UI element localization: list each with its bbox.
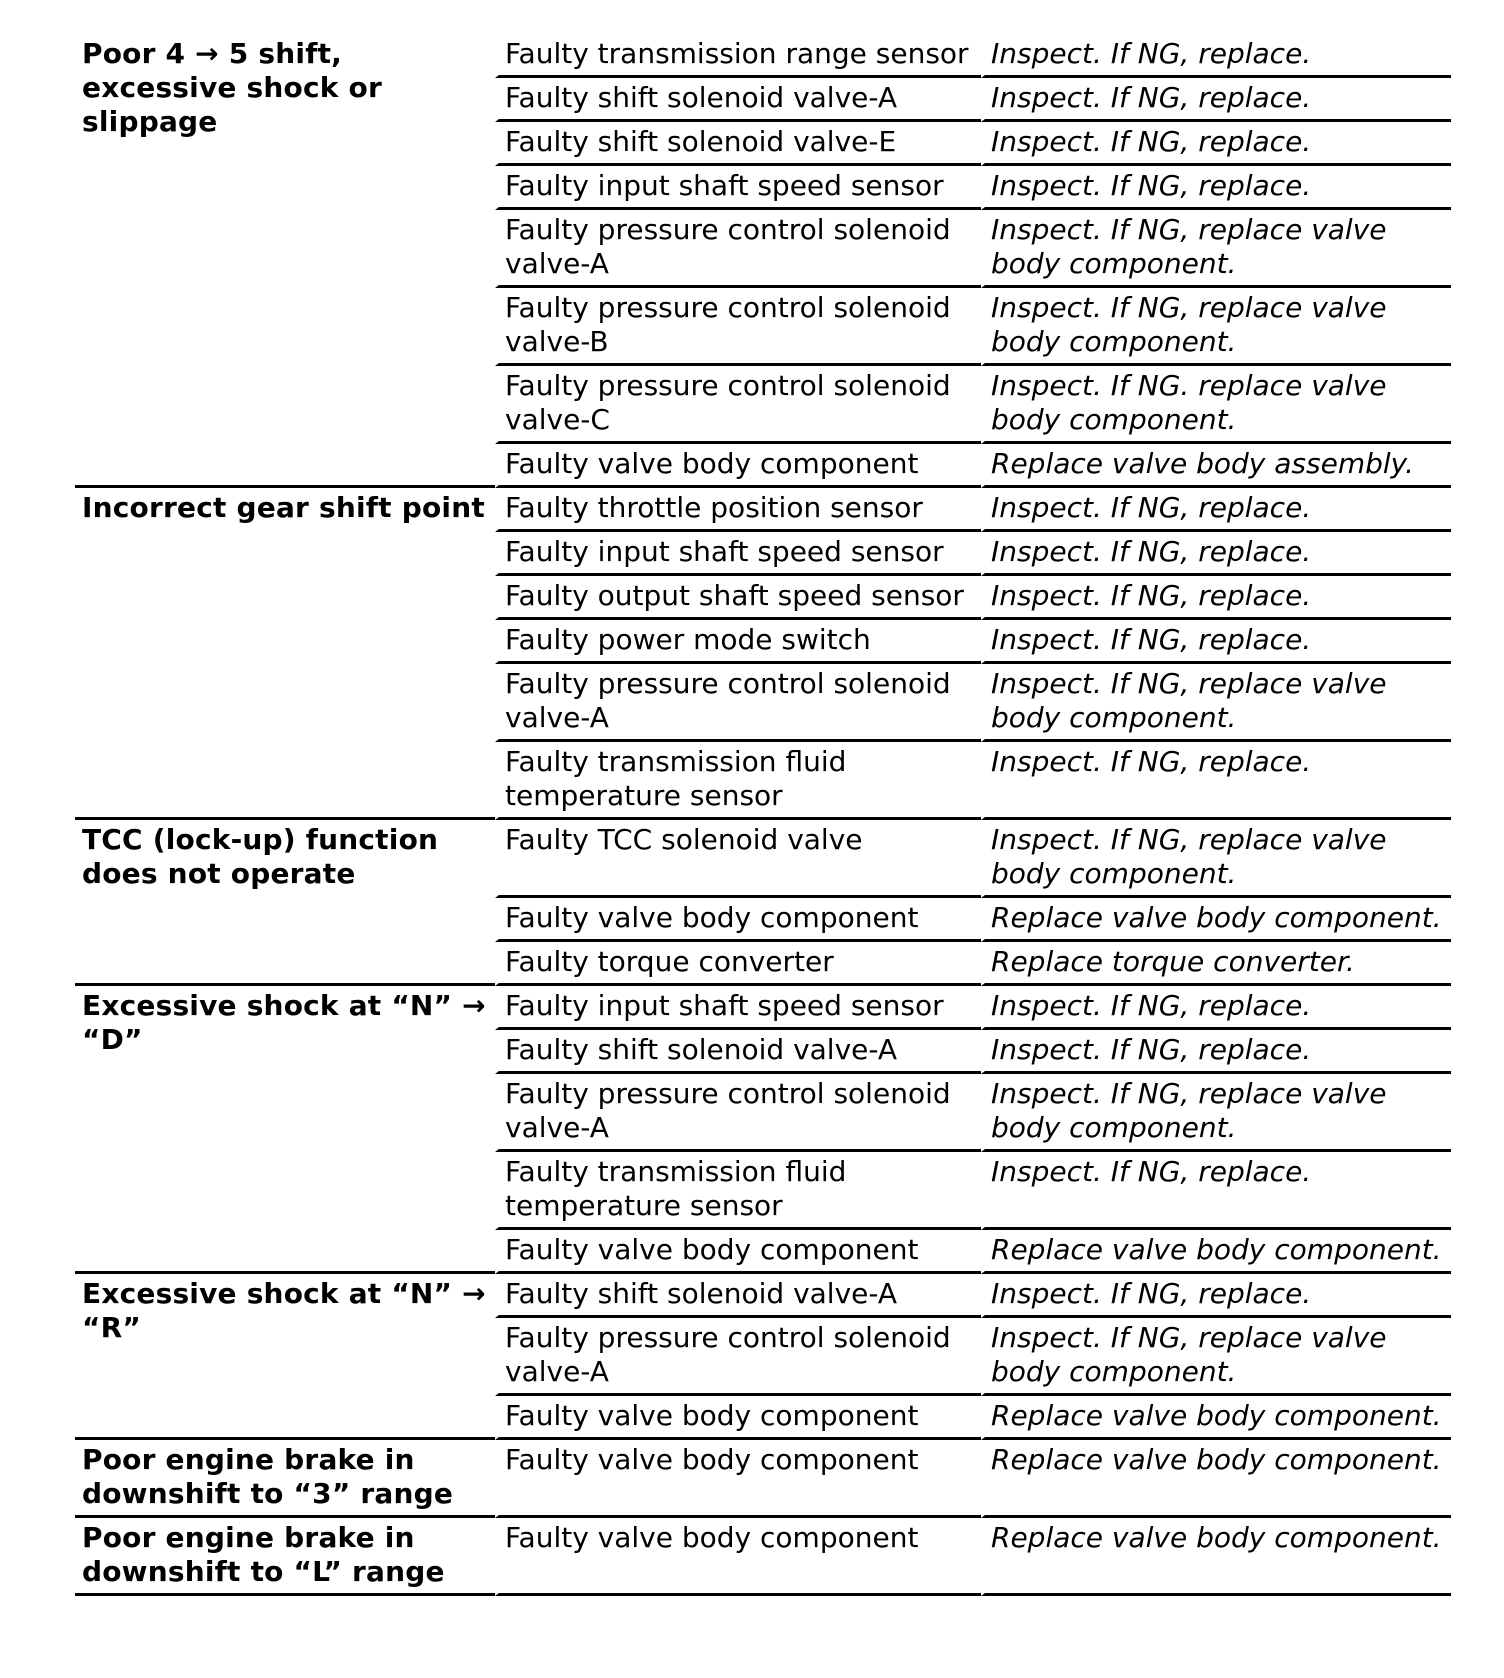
action-cell: Replace valve body component. (981, 1230, 1451, 1274)
table-row (75, 1440, 1451, 1518)
cause-cell: Faulty shift solenoid valve-A (495, 1030, 981, 1074)
action-cell: Replace valve body component. (981, 1518, 1451, 1596)
action-cell: Inspect. If NG, replace valve body component. (981, 664, 1451, 742)
table-row (75, 488, 1451, 532)
action-cell: Inspect. If NG, replace. (981, 1274, 1451, 1318)
action-cell: Inspect. If NG, replace. (981, 166, 1451, 210)
symptom-cell: Incorrect gear shift point (75, 488, 495, 820)
table-row (75, 1274, 1451, 1318)
cause-cell: Faulty valve body component (495, 898, 981, 942)
cause-cell: Faulty pressure control solenoid valve-A (495, 210, 981, 288)
action-cell: Replace valve body component. (981, 1396, 1451, 1440)
cause-cell: Faulty valve body component (495, 1440, 981, 1518)
cause-cell: Faulty TCC solenoid valve (495, 820, 981, 898)
action-cell: Inspect. If NG, replace valve body component. (981, 288, 1451, 366)
troubleshooting-table-body (75, 34, 1451, 1596)
symptom-cell: Poor engine brake in downshift to “L” range (75, 1518, 495, 1596)
action-cell: Inspect. If NG, replace. (981, 620, 1451, 664)
action-cell: Inspect. If NG, replace. (981, 532, 1451, 576)
cause-cell: Faulty valve body component (495, 1518, 981, 1596)
action-cell: Inspect. If NG, replace. (981, 34, 1451, 78)
symptom-cell: Excessive shock at “N” → “D” (75, 986, 495, 1274)
cause-cell: Faulty transmission fluid temperature sensor (495, 742, 981, 820)
symptom-cell: Poor 4 → 5 shift, excessive shock or slippage (75, 34, 495, 488)
action-cell: Inspect. If NG, replace valve body component. (981, 1074, 1451, 1152)
table-row (75, 820, 1451, 898)
troubleshooting-table (75, 34, 1451, 1596)
cause-cell: Faulty output shaft speed sensor (495, 576, 981, 620)
table-row (75, 1518, 1451, 1596)
cause-cell: Faulty valve body component (495, 1230, 981, 1274)
action-cell: Inspect. If NG, replace. (981, 986, 1451, 1030)
cause-cell: Faulty input shaft speed sensor (495, 532, 981, 576)
action-cell: Inspect. If NG, replace. (981, 1030, 1451, 1074)
cause-cell: Faulty input shaft speed sensor (495, 166, 981, 210)
symptom-cell: TCC (lock-up) function does not operate (75, 820, 495, 986)
action-cell: Inspect. If NG, replace valve body component. (981, 1318, 1451, 1396)
cause-cell: Faulty torque converter (495, 942, 981, 986)
cause-cell: Faulty throttle position sensor (495, 488, 981, 532)
action-cell: Inspect. If NG, replace. (981, 576, 1451, 620)
action-cell: Inspect. If NG, replace. (981, 1152, 1451, 1230)
action-cell: Inspect. If NG. replace valve body component. (981, 366, 1451, 444)
cause-cell: Faulty pressure control solenoid valve-A (495, 1074, 981, 1152)
action-cell: Replace valve body assembly. (981, 444, 1451, 488)
cause-cell: Faulty pressure control solenoid valve-A (495, 664, 981, 742)
cause-cell: Faulty pressure control solenoid valve-B (495, 288, 981, 366)
action-cell: Inspect. If NG, replace. (981, 122, 1451, 166)
symptom-cell: Poor engine brake in downshift to “3” range (75, 1440, 495, 1518)
action-cell: Inspect. If NG, replace. (981, 742, 1451, 820)
symptom-cell: Excessive shock at “N” → “R” (75, 1274, 495, 1440)
action-cell: Inspect. If NG, replace. (981, 78, 1451, 122)
cause-cell: Faulty valve body component (495, 444, 981, 488)
cause-cell: Faulty transmission fluid temperature sensor (495, 1152, 981, 1230)
cause-cell: Faulty transmission range sensor (495, 34, 981, 78)
cause-cell: Faulty shift solenoid valve-E (495, 122, 981, 166)
action-cell: Inspect. If NG, replace. (981, 488, 1451, 532)
cause-cell: Faulty power mode switch (495, 620, 981, 664)
table-row (75, 34, 1451, 78)
cause-cell: Faulty shift solenoid valve-A (495, 78, 981, 122)
cause-cell: Faulty valve body component (495, 1396, 981, 1440)
cause-cell: Faulty pressure control solenoid valve-A (495, 1318, 981, 1396)
table-row (75, 986, 1451, 1030)
action-cell: Replace valve body component. (981, 1440, 1451, 1518)
cause-cell: Faulty shift solenoid valve-A (495, 1274, 981, 1318)
action-cell: Inspect. If NG, replace valve body component. (981, 210, 1451, 288)
cause-cell: Faulty pressure control solenoid valve-C (495, 366, 981, 444)
action-cell: Replace valve body component. (981, 898, 1451, 942)
cause-cell: Faulty input shaft speed sensor (495, 986, 981, 1030)
action-cell: Inspect. If NG, replace valve body component. (981, 820, 1451, 898)
action-cell: Replace torque converter. (981, 942, 1451, 986)
